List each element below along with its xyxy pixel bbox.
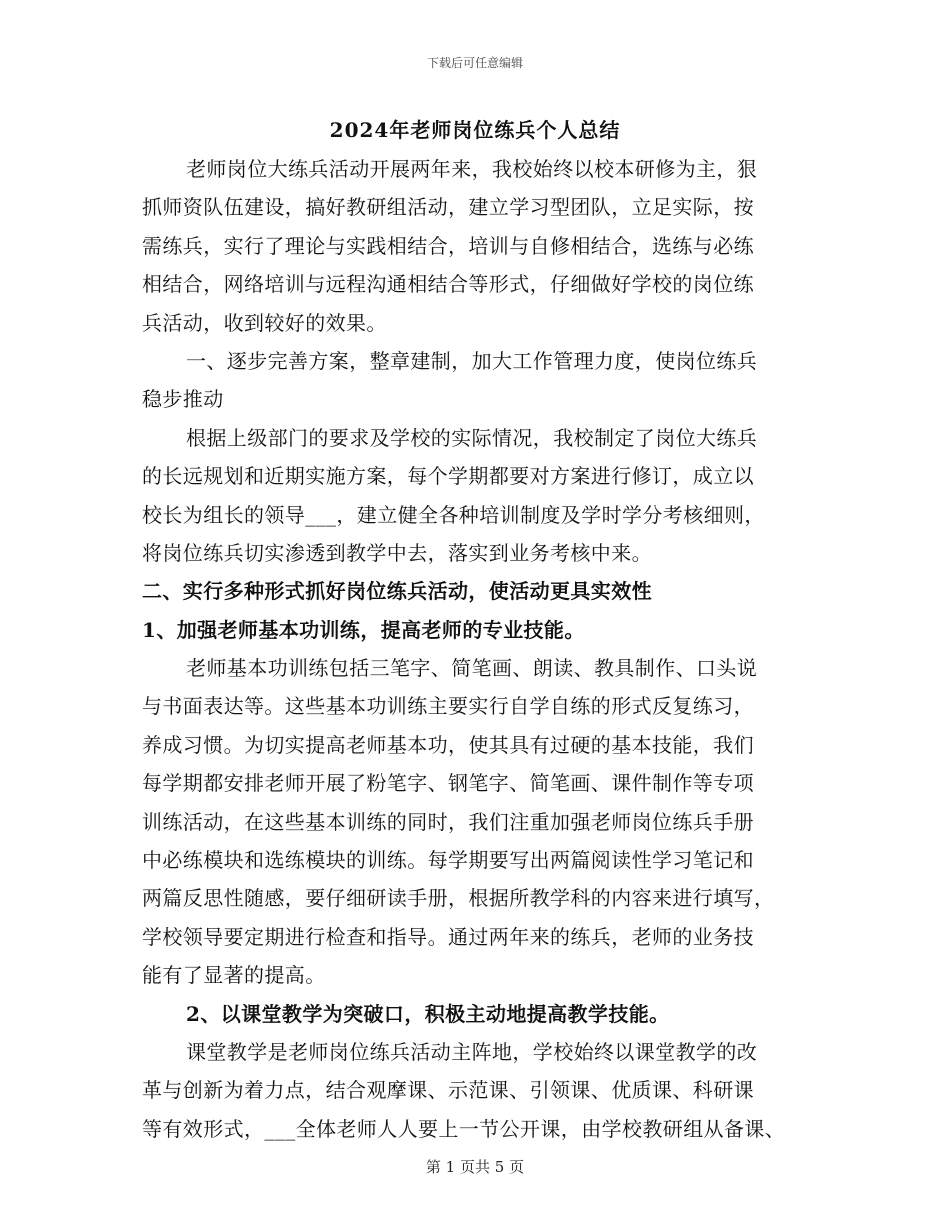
- paragraph-line: 每学期都安排老师开展了粉笔字、钢笔字、简笔画、课件制作等专项: [142, 771, 754, 796]
- paragraph-line: 学校领导要定期进行检查和指导。通过两年来的练兵，老师的业务技: [142, 924, 754, 949]
- paragraph-line: 两篇反思性随感，要仔细研读手册，根据所教学科的内容来进行填写，: [142, 886, 775, 911]
- paragraph-line: 能有了显著的提高。: [142, 963, 326, 988]
- paragraph-line: 将岗位练兵切实渗透到教学中去，落实到业务考核中来。: [142, 540, 652, 565]
- section-heading: 二、实行多种形式抓好岗位练兵活动，使活动更具实效性: [142, 579, 652, 604]
- paragraph-line: 老师基本功训练包括三笔字、简笔画、朗读、教具制作、口头说: [186, 656, 758, 681]
- paragraph-line: 相结合，网络培训与远程沟通相结合等形式，仔细做好学校的岗位练: [142, 272, 754, 297]
- subsection-heading: 1、加强老师基本功训练，提高老师的专业技能。: [142, 617, 585, 642]
- section-heading-line: 稳步推动: [142, 387, 224, 412]
- paragraph-line: 等有效形式，___全体老师人人要上一节公开课，由学校教研组从备课、: [142, 1116, 786, 1141]
- paragraph-line: 养成习惯。为切实提高老师基本功，使其具有过硬的基本技能，我们: [142, 732, 754, 757]
- paragraph-line: 中必练模块和选练模块的训练。每学期要写出两篇阅读性学习笔记和: [142, 848, 754, 873]
- paragraph-line: 课堂教学是老师岗位练兵活动主阵地，学校始终以课堂教学的改: [186, 1039, 758, 1064]
- paragraph-line: 革与创新为着力点，结合观摩课、示范课、引领课、优质课、科研课: [142, 1078, 754, 1103]
- paragraph-line: 训练活动，在这些基本训练的同时，我们注重加强老师岗位练兵手册: [142, 809, 754, 834]
- paragraph-line: 需练兵，实行了理论与实践相结合，培训与自修相结合，选练与必练: [142, 233, 754, 258]
- subsection-heading: 2、以课堂教学为突破口，积极主动地提高教学技能。: [186, 1001, 670, 1026]
- paragraph-line: 兵活动，收到较好的效果。: [142, 310, 387, 335]
- paragraph-line: 老师岗位大练兵活动开展两年来，我校始终以校本研修为主，狠: [186, 157, 758, 181]
- paragraph-line: 校长为组长的领导___，建立健全各种培训制度及学时学分考核细则，: [142, 502, 765, 527]
- document-title: 2024年老师岗位练兵个人总结: [329, 118, 621, 142]
- header-note: 下载后可任意编辑: [426, 56, 523, 70]
- section-heading-line: 一、逐步完善方案，整章建制，加大工作管理力度，使岗位练兵: [186, 348, 758, 373]
- page-footer: 第 1 页共 5 页: [425, 1158, 525, 1176]
- paragraph-line: 的长远规划和近期实施方案，每个学期都要对方案进行修订，成立以: [142, 464, 754, 489]
- paragraph-line: 与书面表达等。这些基本功训练主要实行自学自练的形式反复练习，: [142, 694, 754, 719]
- body-text: [142, 150, 822, 1148]
- paragraph-line: 抓师资队伍建设，搞好教研组活动，建立学习型团队，立足实际，按: [142, 195, 754, 220]
- paragraph-line: 根据上级部门的要求及学校的实际情况，我校制定了岗位大练兵: [186, 425, 758, 450]
